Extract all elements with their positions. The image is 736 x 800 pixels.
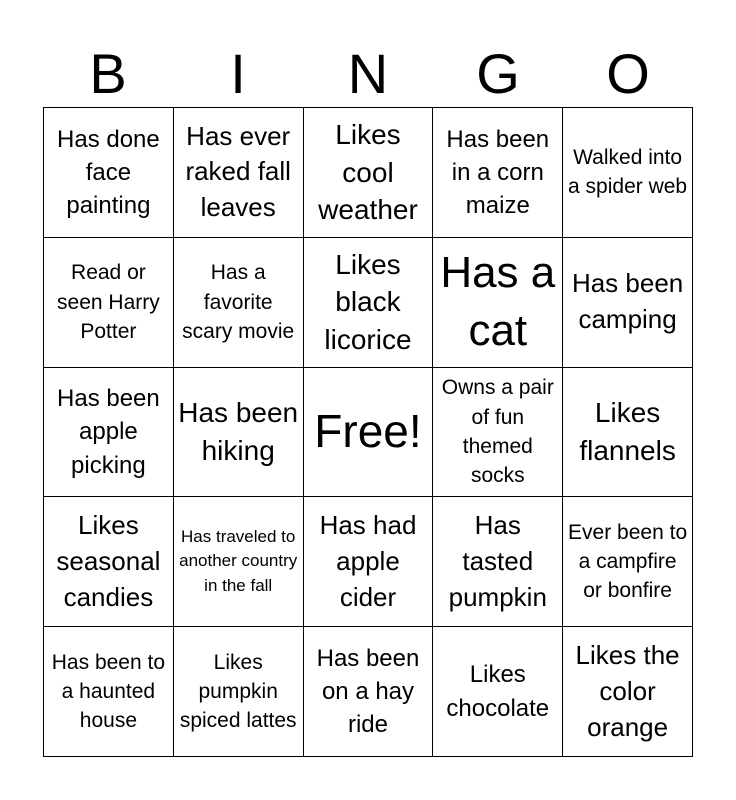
cell-text: Has traveled to another country in the fall xyxy=(179,526,298,596)
cell-text: Likes chocolate xyxy=(446,661,550,722)
cell-text: Has been hiking xyxy=(178,397,299,466)
cell-text: Likes the color orange xyxy=(575,639,680,742)
cell-text: Has been in a corn maize xyxy=(446,125,550,219)
header-letter-g: G xyxy=(476,42,520,105)
bingo-cell[interactable] xyxy=(304,108,434,238)
bingo-cell[interactable] xyxy=(433,627,563,757)
free-space-text: Free! xyxy=(314,405,422,458)
bingo-cell[interactable] xyxy=(44,368,174,498)
bingo-cell[interactable] xyxy=(563,108,693,238)
bingo-cell[interactable] xyxy=(304,497,434,627)
bingo-cell[interactable] xyxy=(433,238,563,368)
cell-text: Has tasted pumpkin xyxy=(448,509,547,612)
cell-text: Likes seasonal candies xyxy=(56,509,161,612)
bingo-cell[interactable] xyxy=(174,238,304,368)
cell-text: Has been camping xyxy=(571,268,684,335)
bingo-header xyxy=(43,42,693,106)
cell-text: Read or seen Harry Potter xyxy=(57,261,160,343)
bingo-cell[interactable] xyxy=(174,368,304,498)
cell-text: Likes cool weather xyxy=(318,118,418,226)
bingo-cell[interactable] xyxy=(44,497,174,627)
bingo-cell[interactable] xyxy=(174,108,304,238)
bingo-cell[interactable] xyxy=(433,108,563,238)
cell-text: Has had apple cider xyxy=(319,509,417,612)
bingo-cell[interactable] xyxy=(44,238,174,368)
cell-text: Walked into a spider web xyxy=(568,146,688,199)
cell-text: Has a cat xyxy=(440,247,556,356)
bingo-cell[interactable] xyxy=(304,238,434,368)
header-letter-n: N xyxy=(347,42,389,105)
cell-text: Has a favorite scary movie xyxy=(182,261,295,343)
cell-text: Has done face painting xyxy=(57,125,160,219)
bingo-cell[interactable] xyxy=(44,108,174,238)
cell-text: Has been on a hay ride xyxy=(316,644,420,739)
bingo-cell[interactable] xyxy=(44,627,174,757)
bingo-cell[interactable] xyxy=(174,627,304,757)
bingo-cell[interactable] xyxy=(563,368,693,498)
bingo-cell[interactable] xyxy=(433,368,563,498)
cell-text: Has been apple picking xyxy=(57,385,160,479)
cell-text: Owns a pair of fun themed socks xyxy=(441,376,554,488)
header-letter-o: O xyxy=(606,42,650,105)
bingo-cell[interactable] xyxy=(433,497,563,627)
bingo-cell[interactable] xyxy=(563,497,693,627)
cell-text: Likes flannels xyxy=(579,397,676,466)
bingo-cell[interactable] xyxy=(563,238,693,368)
cell-text: Has been to a haunted house xyxy=(51,650,166,733)
cell-text: Likes black licorice xyxy=(324,248,412,356)
cell-text: Likes pumpkin spiced lattes xyxy=(179,650,297,733)
bingo-grid xyxy=(43,107,693,757)
header-letter-i: I xyxy=(230,42,246,105)
cell-text: Ever been to a campfire or bonfire xyxy=(568,520,688,603)
cell-text: Has ever raked fall leaves xyxy=(185,120,291,223)
header-letter-b: B xyxy=(89,42,127,105)
bingo-cell[interactable] xyxy=(304,627,434,757)
bingo-cell[interactable] xyxy=(174,497,304,627)
bingo-cell[interactable] xyxy=(563,627,693,757)
free-space-cell[interactable] xyxy=(304,368,434,498)
